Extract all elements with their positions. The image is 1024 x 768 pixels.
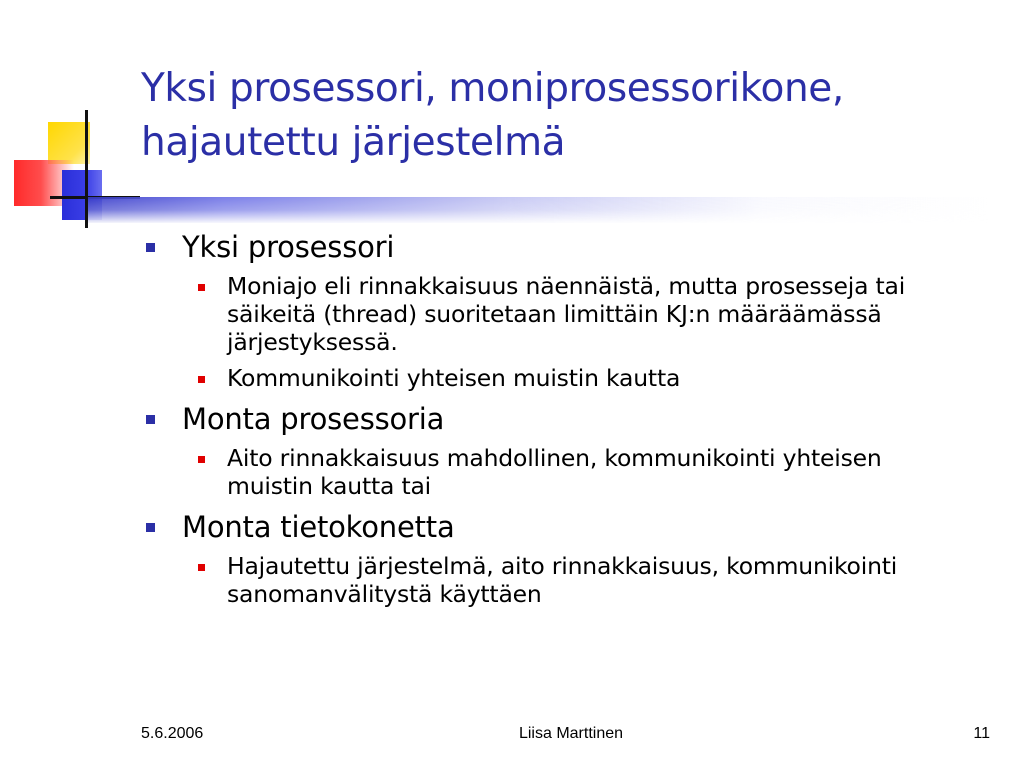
sub-bullet-text: Moniajo eli rinnakkaisuus näennäistä, mutta prosesseja tai säikeitä (thread) suoritetaan limittäin KJ:n määräämässä järjestyksessä. xyxy=(227,272,906,356)
bullet-item-yksi-prosessori xyxy=(140,228,1000,392)
red-square-bullet-icon xyxy=(198,564,205,571)
slide-title xyxy=(141,62,1011,170)
red-square-bullet-icon xyxy=(198,284,205,291)
sub-bullet-list xyxy=(182,272,1000,392)
slide-title-line-2: hajautettu järjestelmä xyxy=(141,120,566,165)
sub-bullet-item xyxy=(182,272,917,356)
blue-square-bullet-icon xyxy=(146,415,155,424)
red-square-bullet-icon xyxy=(198,376,205,383)
sub-bullet-list xyxy=(182,444,1000,500)
sub-bullet-item xyxy=(182,444,917,500)
slide-title-line-1: Yksi prosessori, moniprosessorikone, xyxy=(141,66,844,111)
footer-author: Liisa Marttinen xyxy=(518,725,624,742)
sub-bullet-item xyxy=(182,552,917,608)
bullet-text: Yksi prosessori xyxy=(182,230,395,264)
blue-square-bullet-icon xyxy=(146,523,155,532)
sub-bullet-list xyxy=(182,552,1000,608)
bullet-list xyxy=(140,228,1000,616)
blue-square-bullet-icon xyxy=(146,243,155,252)
sub-bullet-text: Aito rinnakkaisuus mahdollinen, kommunikointi yhteisen muistin kautta tai xyxy=(227,444,882,500)
sub-bullet-text: Kommunikointi yhteisen muistin kautta xyxy=(227,364,681,392)
logo-yellow-square xyxy=(48,122,90,164)
title-underline-divider xyxy=(88,197,988,223)
sub-bullet-item xyxy=(182,364,917,392)
bullet-text: Monta tietokonetta xyxy=(182,510,455,544)
bullet-item-monta-prosessoria xyxy=(140,400,1000,500)
sub-bullet-text: Hajautettu järjestelmä, aito rinnakkaisuus, kommunikointi sanomanvälitystä käyttäen xyxy=(227,552,898,608)
footer-date: 5.6.2006 xyxy=(141,725,204,742)
footer-page-number: 11 xyxy=(973,725,990,742)
red-square-bullet-icon xyxy=(198,456,205,463)
bullet-item-monta-tietokonetta xyxy=(140,508,1000,608)
bullet-text: Monta prosessoria xyxy=(182,402,445,436)
